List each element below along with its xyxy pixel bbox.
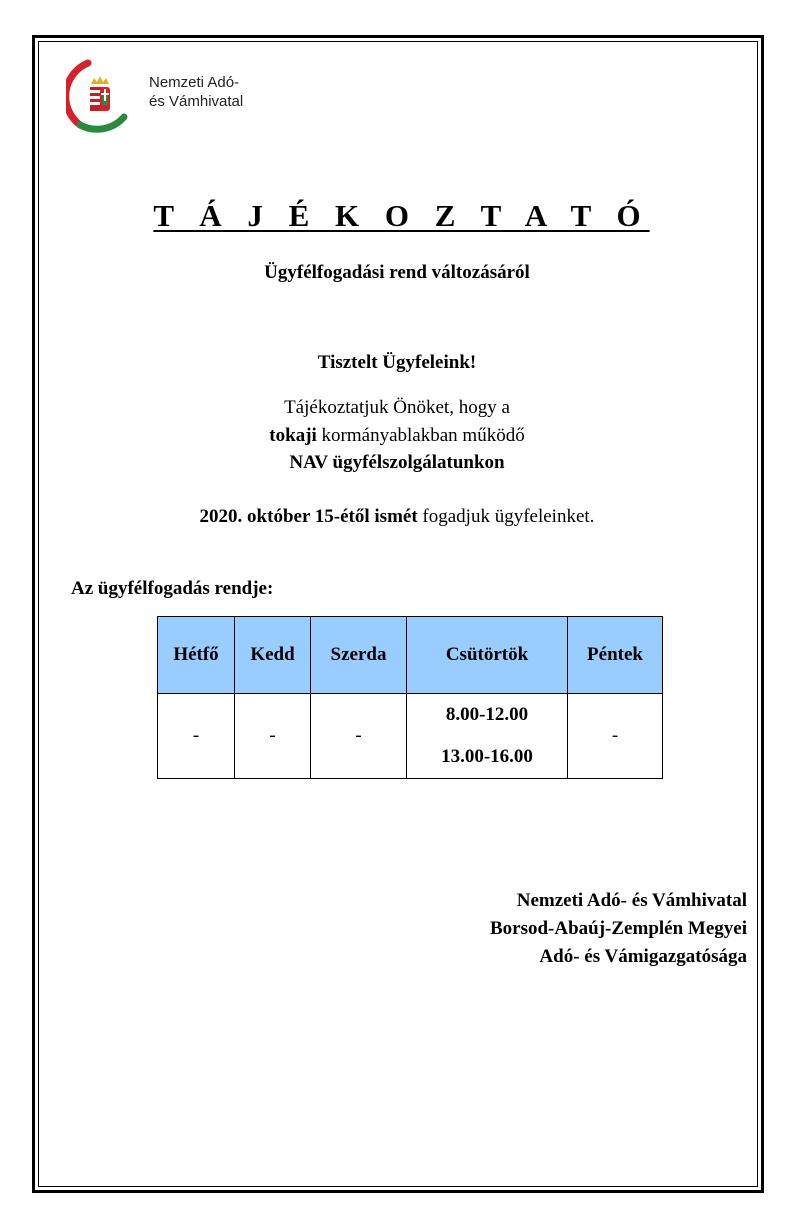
signature-line-2: Borsod-Abaúj-Zemplén Megyei [489,918,747,939]
page-title [0,198,794,234]
logo-text [149,73,243,111]
greeting: Tisztelt Ügyfeleink! [317,352,477,373]
signature-line-3: Adó- és Vámigazgatósága [539,946,747,967]
day-header-thursday: Csütörtök [407,617,568,694]
logo-line-2: és Vámhivatal [149,93,244,110]
nav-logo [66,55,266,140]
nav-coat-of-arms-icon [66,55,136,140]
signature-line-1: Nemzeti Adó- és Vámhivatal [516,890,747,911]
hours-monday: - [158,694,235,779]
day-header-friday: Péntek [568,617,663,694]
body-line-2-rest: kormányablakban működő [316,425,525,446]
schedule-hours-row [158,694,663,779]
page-title-text: T Á J É K O Z T A T Ó [153,198,650,233]
day-header-wednesday: Szerda [311,617,407,694]
hours-thursday-morning: 8.00-12.00 [445,704,529,725]
signature-block [490,887,747,971]
body-line-4-bold: 2020. október 15-étől ismét [199,506,418,527]
body-line-1: Tájékoztatjuk Önöket, hogy a [284,397,510,418]
body-line-3: NAV ügyfélszolgálatunkon [289,452,505,473]
hours-friday: - [568,694,663,779]
hours-thursday [407,694,568,779]
body-line-4-rest: fogadjuk ügyfeleinket. [417,506,595,527]
hours-tuesday: - [235,694,311,779]
page-subtitle: Ügyfélfogadási rend változásáról [264,262,530,283]
schedule-label: Az ügyfélfogadás rendje: [71,578,274,599]
body-line-2-bold: tokaji [269,425,317,446]
hours-thursday-afternoon: 13.00-16.00 [441,746,533,767]
body-line-4 [0,506,794,528]
hours-wednesday: - [311,694,407,779]
schedule-table [157,616,663,779]
day-header-monday: Hétfő [158,617,235,694]
schedule-header-row [158,617,663,694]
logo-line-1: Nemzeti Adó- [149,74,240,91]
day-header-tuesday: Kedd [235,617,311,694]
body-line-2 [0,425,794,447]
